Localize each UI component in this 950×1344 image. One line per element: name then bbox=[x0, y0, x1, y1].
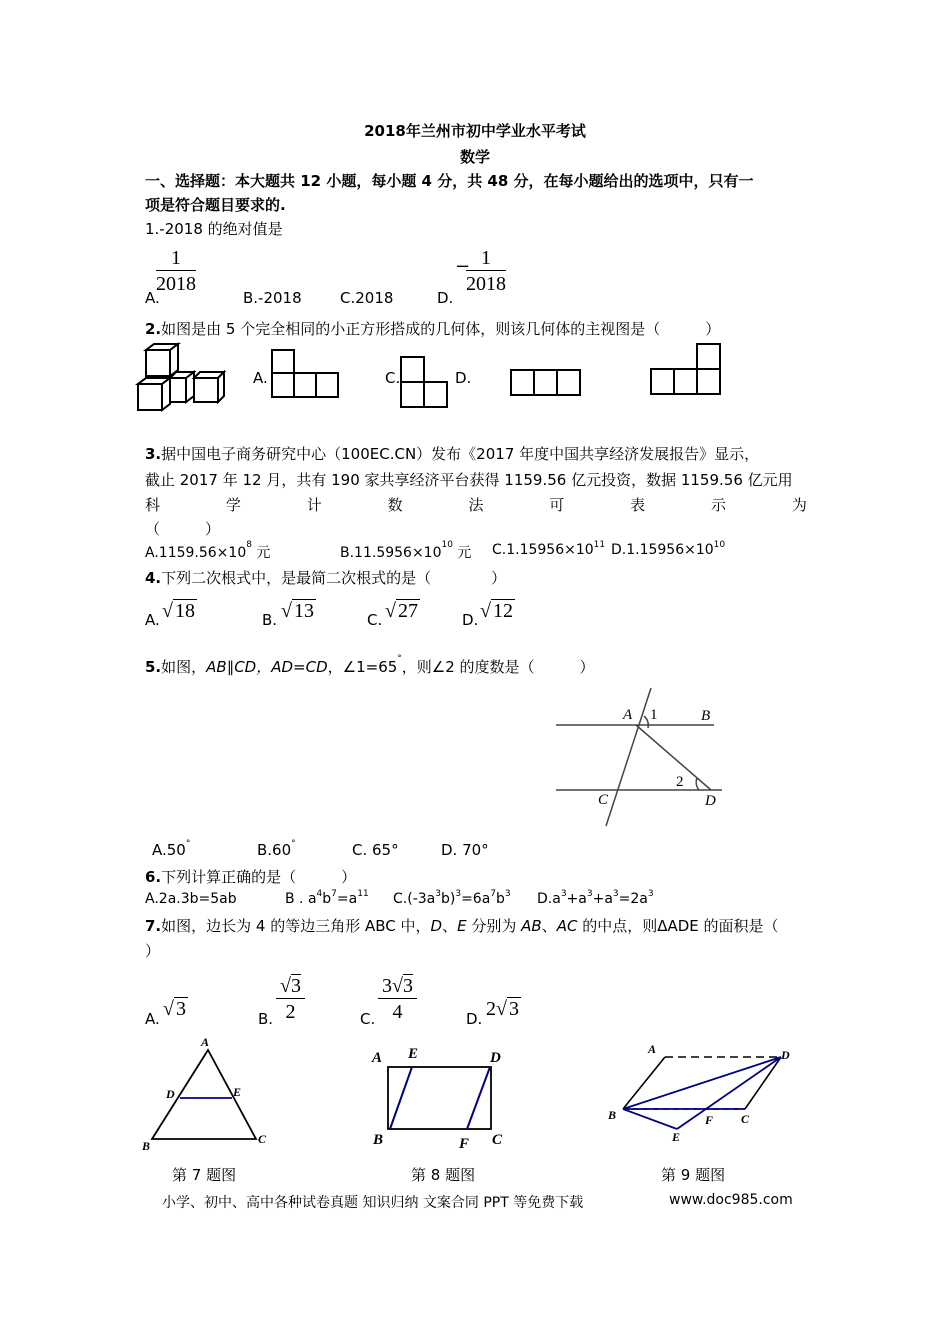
q6-c-e4: 3 bbox=[504, 889, 511, 899]
q6-d-2: +a bbox=[566, 891, 587, 907]
q7-option-d-label: D. bbox=[466, 1010, 483, 1028]
q4-option-a-label: A. bbox=[145, 611, 160, 629]
q7-option-a-label: A. bbox=[145, 1010, 160, 1028]
q3-text-line1: 据中国电子商务研究中心（100EC.CN）发布《2017 年度中国共享经济发展报告》显示， bbox=[161, 445, 760, 463]
q7-c-denominator: 4 bbox=[392, 1001, 403, 1023]
q3-d-text: D.1.15956×10 bbox=[611, 542, 714, 558]
q3-char: 法 bbox=[468, 496, 484, 514]
q6-d-e2: 3 bbox=[586, 889, 593, 899]
q5-option-d: D. 70° bbox=[441, 841, 489, 859]
q3-line2: 截止 2017 年 12 月，共有 190 家共享经济平台获得 1159.56 亿元投资，数据 1159.56 亿元用 bbox=[145, 471, 793, 489]
q7-a-radicand: 3 bbox=[175, 998, 186, 1020]
q5-text-pre: 如图， bbox=[161, 658, 207, 676]
q3-b-exp: 10 bbox=[441, 540, 453, 550]
q2-text: 如图是由 5 个完全相同的小正方形搭成的几何体，则该几何体的主视图是（ ） bbox=[161, 320, 721, 338]
fig9-parallelogram bbox=[605, 1040, 805, 1150]
q5-label-angle1: 1 bbox=[650, 707, 658, 723]
footer-url[interactable]: www.doc985.com bbox=[669, 1192, 793, 1208]
q3-a-unit: 元 bbox=[251, 545, 271, 561]
q6-d-4: =2a bbox=[618, 891, 648, 907]
q6-c-e1: 3 bbox=[435, 889, 441, 899]
q6-c-e3: 7 bbox=[490, 889, 497, 899]
q5-text-italic: AB∥CD，AD=CD bbox=[206, 658, 328, 676]
q3-option-b bbox=[340, 542, 471, 562]
q7-t5: 的中点，则ΔADE 的面积是（ bbox=[577, 917, 779, 935]
q7-d-radicand: 3 bbox=[508, 998, 519, 1020]
q7-option-d-radical: 2√ 3 bbox=[486, 998, 519, 1020]
fig7-label-c: C bbox=[258, 1132, 267, 1146]
q6-b-1: B . a bbox=[285, 891, 317, 907]
q6-option-d bbox=[537, 891, 654, 907]
q7-c-coef: 3 bbox=[382, 975, 392, 997]
fig7-label-a: A bbox=[201, 1035, 210, 1049]
fig7-label-d: D bbox=[166, 1087, 175, 1101]
q3-c-exp: 11 bbox=[593, 540, 606, 550]
fig9-label-d: D bbox=[781, 1048, 790, 1062]
q6-option-a: A.2a.3b=5ab bbox=[145, 891, 237, 907]
q3-c-text: C.1.15956×10 bbox=[492, 542, 594, 558]
q5-label-c: C bbox=[598, 792, 609, 808]
q3-char: 表 bbox=[630, 496, 646, 514]
q7-i4: AC bbox=[556, 917, 578, 935]
q3-option-c bbox=[492, 542, 605, 558]
q3-char: 计 bbox=[306, 496, 322, 514]
fig9-label-a: A bbox=[648, 1042, 657, 1056]
q1-option-a-label: A. bbox=[145, 289, 160, 307]
fig9-label-c: C bbox=[741, 1112, 750, 1126]
q5-degree: ° bbox=[397, 654, 402, 664]
q3-a-text: A.1159.56×10 bbox=[145, 545, 247, 561]
q5-text-mid: ，∠1=65 bbox=[327, 658, 398, 676]
q1-a-denominator: 2018 bbox=[156, 273, 196, 295]
fig9-caption: 第 9 题图 bbox=[661, 1166, 726, 1184]
q1-d-numerator: 1 bbox=[466, 246, 506, 271]
q7-number: 7. bbox=[145, 917, 162, 935]
q4-option-a-radical: √ 18 bbox=[162, 600, 195, 622]
q7-i2: E bbox=[457, 917, 467, 935]
q1-stem: 1.-2018 的绝对值是 bbox=[145, 220, 283, 238]
q6-d-e1: 3 bbox=[560, 889, 567, 899]
q2-number: 2. bbox=[145, 320, 162, 338]
q3-number: 3. bbox=[145, 445, 162, 463]
q3-a-exp: 8 bbox=[246, 540, 252, 550]
fig7-caption: 第 7 题图 bbox=[172, 1166, 237, 1184]
q7-t4: 、 bbox=[541, 917, 557, 935]
q6-d-3: +a bbox=[592, 891, 613, 907]
q1-option-d-label: D. bbox=[437, 289, 454, 307]
q7-option-a-radical: √ 3 bbox=[163, 998, 186, 1020]
q5-number: 5. bbox=[145, 658, 162, 676]
q6-stem bbox=[145, 866, 356, 887]
q3-blank: （ ） bbox=[145, 520, 221, 538]
q6-c-3: =6a bbox=[461, 891, 491, 907]
subject-title: 数学 bbox=[459, 148, 490, 166]
q6-text: 下列计算正确的是（ ） bbox=[161, 868, 357, 886]
q6-b-e3: 11 bbox=[357, 889, 369, 899]
q6-number: 6. bbox=[145, 868, 162, 886]
q2-option-b-figure bbox=[650, 343, 724, 397]
q6-b-3: =a bbox=[336, 891, 358, 907]
section-heading-line2: 项是符合题目要求的. bbox=[145, 196, 286, 214]
q7-stem bbox=[145, 915, 779, 936]
q1-option-c: C.2018 bbox=[340, 289, 394, 307]
q1-d-minus-sign: − bbox=[455, 256, 471, 277]
q2-stem bbox=[145, 318, 720, 339]
q5-b-text: B.60 bbox=[257, 841, 292, 859]
q6-d-e4: 3 bbox=[647, 889, 654, 899]
q4-option-d-label: D. bbox=[462, 611, 479, 629]
q6-c-e2: 3 bbox=[455, 889, 462, 899]
q3-b-text: B.11.5956×10 bbox=[340, 545, 442, 561]
q4-stem bbox=[145, 567, 506, 588]
q1-a-numerator: 1 bbox=[156, 246, 196, 271]
fig9-label-b: B bbox=[608, 1108, 617, 1122]
fig7-triangle bbox=[138, 1036, 278, 1154]
q3-char: 可 bbox=[549, 496, 565, 514]
q3-option-d bbox=[611, 542, 725, 558]
q6-c-4: b bbox=[496, 891, 505, 907]
q4-c-radicand: 27 bbox=[397, 600, 418, 622]
q6-d-e3: 3 bbox=[612, 889, 619, 899]
q4-option-c-label: C. bbox=[367, 611, 383, 629]
q2-option-c-figure bbox=[400, 356, 450, 410]
q7-c-numerator: 3 bbox=[402, 975, 413, 997]
q5-label-d: D bbox=[705, 793, 716, 809]
q6-option-b bbox=[285, 891, 369, 907]
q7-i1: D bbox=[430, 917, 443, 935]
q4-a-radicand: 18 bbox=[174, 600, 195, 622]
q6-d-1: D.a bbox=[537, 891, 561, 907]
q6-c-1: C.(-3a bbox=[393, 891, 436, 907]
fig7-label-e: E bbox=[233, 1085, 242, 1099]
q2-option-c-label: C. bbox=[385, 369, 401, 387]
q1-option-a-fraction bbox=[156, 246, 196, 297]
fig9-label-e: E bbox=[672, 1130, 681, 1144]
footer-text: 小学、初中、高中各种试卷真题 知识归纳 文案合同 PPT 等免费下载 bbox=[162, 1195, 584, 1211]
fig8-caption: 第 8 题图 bbox=[411, 1166, 476, 1184]
fig7-label-b: B bbox=[142, 1139, 151, 1153]
fig8-label-a: A bbox=[372, 1050, 383, 1066]
q7-b-numerator: 3 bbox=[290, 975, 301, 997]
q6-b-e1: 4 bbox=[316, 889, 323, 899]
q5-option-b bbox=[257, 841, 296, 859]
q7-option-c-label: C. bbox=[360, 1010, 376, 1028]
q7-option-b-fraction: $\frac{√3}{2}$ bbox=[276, 974, 305, 1025]
q7-option-b-label: B. bbox=[258, 1010, 274, 1028]
q5-text-post: ，则∠2 的度数是（ ） bbox=[401, 658, 595, 676]
q1-d-denominator: 2018 bbox=[466, 273, 506, 295]
q7-stem-line2: ） bbox=[145, 942, 161, 960]
q4-number: 4. bbox=[145, 569, 162, 587]
q7-t1: 如图，边长为 4 的等边三角形 ABC 中， bbox=[161, 917, 431, 935]
q3-char: 示 bbox=[711, 496, 727, 514]
q5-option-c: C. 65° bbox=[352, 841, 399, 859]
q5-label-a: A bbox=[623, 707, 633, 723]
q5-figure bbox=[554, 686, 729, 828]
q1-option-d-fraction bbox=[466, 246, 506, 297]
q5-label-b: B bbox=[701, 708, 711, 724]
q1-option-b: B.-2018 bbox=[243, 289, 302, 307]
q2-option-d-label: D. bbox=[455, 369, 472, 387]
q6-c-2: b) bbox=[440, 891, 456, 907]
fig8-label-b: B bbox=[373, 1132, 384, 1148]
fig8-label-f: F bbox=[459, 1136, 470, 1152]
q6-b-2: b bbox=[322, 891, 332, 907]
q5-label-angle2: 2 bbox=[676, 774, 684, 790]
q7-d-coef: 2 bbox=[486, 998, 496, 1020]
exam-title: 2018年兰州市初中学业水平考试 bbox=[364, 122, 586, 140]
fig9-label-f: F bbox=[705, 1113, 714, 1127]
q3-char: 数 bbox=[387, 496, 403, 514]
q2-option-d-figure bbox=[510, 369, 584, 397]
q5-a-text: A.50 bbox=[152, 841, 186, 859]
q5-a-deg: ° bbox=[185, 839, 191, 849]
q5-b-deg: ° bbox=[291, 839, 296, 849]
fig8-rectangle bbox=[368, 1040, 508, 1156]
q3-line3 bbox=[145, 494, 807, 515]
q7-t2: 、 bbox=[442, 917, 458, 935]
q4-text: 下列二次根式中，是最简二次根式的是（ ） bbox=[161, 569, 507, 587]
q7-option-c-fraction: $\frac{3√3}{4}$ bbox=[378, 974, 417, 1025]
q3-char: 科 bbox=[145, 496, 161, 514]
q4-d-radicand: 12 bbox=[492, 600, 513, 622]
q4-option-b-radical: √ 13 bbox=[281, 600, 314, 622]
q5-option-a bbox=[152, 841, 190, 859]
q5-stem bbox=[145, 656, 595, 677]
q4-option-d-radical: √ 12 bbox=[480, 600, 513, 622]
q2-option-a-figure bbox=[270, 349, 346, 399]
q2-solid-figure bbox=[136, 342, 236, 412]
q3-option-a bbox=[145, 542, 270, 562]
q7-i3: AB bbox=[521, 917, 542, 935]
fig8-label-e: E bbox=[408, 1046, 419, 1062]
q3-line1 bbox=[145, 443, 759, 464]
fig8-label-c: C bbox=[492, 1132, 503, 1148]
q4-option-b-label: B. bbox=[262, 611, 278, 629]
section-heading-line1: 一、选择题：本大题共 12 小题，每小题 4 分，共 48 分，在每小题给出的选项中，只有一 bbox=[145, 172, 754, 190]
q4-option-c-radical: √ 27 bbox=[385, 600, 418, 622]
q3-b-unit: 元 bbox=[452, 545, 472, 561]
q6-b-e2: 7 bbox=[331, 889, 337, 899]
q3-char: 学 bbox=[225, 496, 241, 514]
q4-b-radicand: 13 bbox=[293, 600, 314, 622]
fig8-label-d: D bbox=[490, 1050, 501, 1066]
q3-char: 为 bbox=[791, 496, 807, 514]
q6-option-c bbox=[393, 891, 511, 907]
q3-d-exp: 10 bbox=[713, 540, 726, 550]
q2-option-a-label: A. bbox=[253, 369, 268, 387]
q7-t3: 分别为 bbox=[466, 917, 522, 935]
q7-b-denominator: 2 bbox=[285, 1001, 296, 1023]
